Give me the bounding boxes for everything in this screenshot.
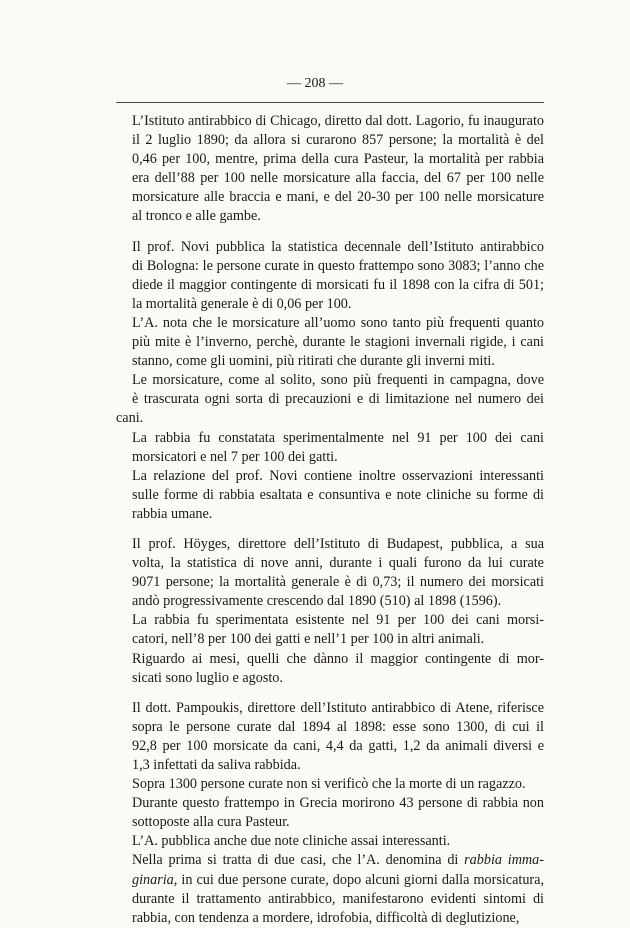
paragraph: [116, 851, 544, 927]
paragraph: [116, 238, 544, 314]
paragraph: [116, 775, 544, 794]
paragraph: [116, 794, 544, 832]
text-line: La relazione del prof. Novi contiene inoltre osservazioni interessanti: [132, 467, 544, 484]
text-line: più mite è l’inverno, perchè, durante le stagioni invernali rigide, i cani: [132, 334, 544, 351]
text-line: diede il maggior contingente di morsicati fu il 1898 con la cifra di 501;: [132, 276, 544, 293]
text-line: La rabbia fu sperimentata esistente nel 91 per 100 dei cani morsi-: [132, 612, 544, 629]
text-line: di Bologna: le persone curate in questo frattempo sono 3083; l’anno che: [132, 257, 544, 274]
text-line: al tronco e alle gambe.: [132, 208, 261, 225]
text-line: Il prof. Höyges, direttore dell’Istituto di Budapest, pubblica, a sua: [132, 535, 544, 552]
text-line: andò progressivamente crescendo dal 1890 (510) al 1898 (1596).: [132, 593, 502, 610]
text-line: 1,3 infettati da saliva rabbida.: [132, 757, 301, 773]
text-line: durante il trattamento antirabbico, manifestarono evidenti sintomi di: [132, 890, 544, 907]
italic-term: ginaria,: [132, 871, 178, 888]
text-line: 92,8 per 100 morsicate da cani, 4,4 da gatti, 1,2 da animali diversi e: [132, 737, 544, 754]
text-line: morsicature alle braccia e mani, e del 20-30 per 100 nelle morsicature: [132, 189, 544, 206]
text-line: volta, la statistica di nove anni, durante i quali furono da lui curate: [132, 555, 544, 572]
text-line: il 2 luglio 1890; da allora si curarono 857 persone; la mortalità è del: [132, 132, 544, 149]
text-line: sulle forme di rabbia esaltata e consuntiva e note cliniche su forme di: [132, 486, 544, 503]
paragraph: [116, 467, 544, 524]
text-line: ginaria, in cui due persone curate, dopo alcuni giorni dalla morsicatura,: [132, 871, 544, 888]
text-line: L’A. pubblica anche due note cliniche assai interessanti.: [132, 833, 451, 850]
paragraph: [116, 112, 544, 227]
body-text: [116, 112, 544, 928]
text-line: Durante questo frattempo in Grecia morirono 43 persone di rabbia non: [132, 795, 544, 812]
text-line: la mortalità generale è di 0,06 per 100.: [132, 295, 352, 312]
text-line: Il prof. Novi pubblica la statistica decennale dell’Istituto antirabbico: [132, 238, 544, 255]
text-line: stanno, come gli uomini, più ritirati che durante gli inverni miti.: [132, 353, 495, 370]
text-line: L’Istituto antirabbico di Chicago, diretto dal dott. Lagorio, fu inaugurato: [132, 113, 544, 129]
text-line: Nella prima si tratta di due casi, che l’A. denomina di rabbia imma-: [132, 852, 544, 869]
italic-term: rabbia imma-: [464, 852, 544, 869]
paragraph: [116, 611, 544, 649]
text-line: catori, nell’8 per 100 dei gatti e nell’1 per 100 in altri animali.: [132, 631, 485, 648]
paragraph: [116, 650, 544, 688]
page-number: — 208 —: [287, 76, 343, 91]
paragraph: [116, 314, 544, 371]
text-line: morsicatori e nel 7 per 100 dei gatti.: [132, 448, 338, 465]
text-line: Riguardo ai mesi, quelli che dànno il maggior contingente di mor-: [132, 650, 544, 667]
paragraph: [116, 429, 544, 467]
paragraph: [116, 832, 544, 851]
text-line: era dell’88 per 100 nelle morsicature alla faccia, del 67 per 100 nelle: [132, 170, 544, 187]
paragraph: [116, 535, 544, 611]
text-line: rabbia, con tendenza a mordere, idrofobia, difficoltà di deglutizione,: [132, 909, 520, 926]
text-line: 0,46 per 100, mentre, prima della cura Pasteur, la mortalità per rabbia: [132, 151, 544, 168]
text-line: sicati sono luglio e agosto.: [132, 669, 283, 686]
text-line: sottoposte alla cura Pasteur.: [132, 814, 290, 831]
text-line: L’A. nota che le morsicature all’uomo sono tanto più frequenti quanto: [132, 314, 544, 331]
text-line: rabbia umane.: [132, 505, 213, 522]
text-line: La rabbia fu constatata sperimentalmente nel 91 per 100 dei cani: [132, 429, 544, 446]
text-line: 9071 persone; la mortalità generale è di 0,73; il numero dei morsicati: [132, 574, 544, 591]
paragraph: [116, 371, 544, 428]
text-line: Sopra 1300 persone curate non si verificò che la morte di un ragazzo.: [132, 776, 526, 793]
text-line: Le morsicature, come al solito, sono più frequenti in campagna, dove: [132, 372, 544, 389]
text-line: sopra le persone curate dal 1894 al 1898: esse sono 1300, di cui il: [132, 718, 544, 735]
header-rule: [116, 102, 544, 103]
paragraph: [116, 699, 544, 775]
text-line: Il dott. Pampoukis, direttore dell’Istituto antirabbico di Atene, riferisce: [132, 699, 544, 716]
text-line: è trascurata ogni sorta di precauzioni e di limitazione nel numero dei cani.: [116, 391, 544, 427]
